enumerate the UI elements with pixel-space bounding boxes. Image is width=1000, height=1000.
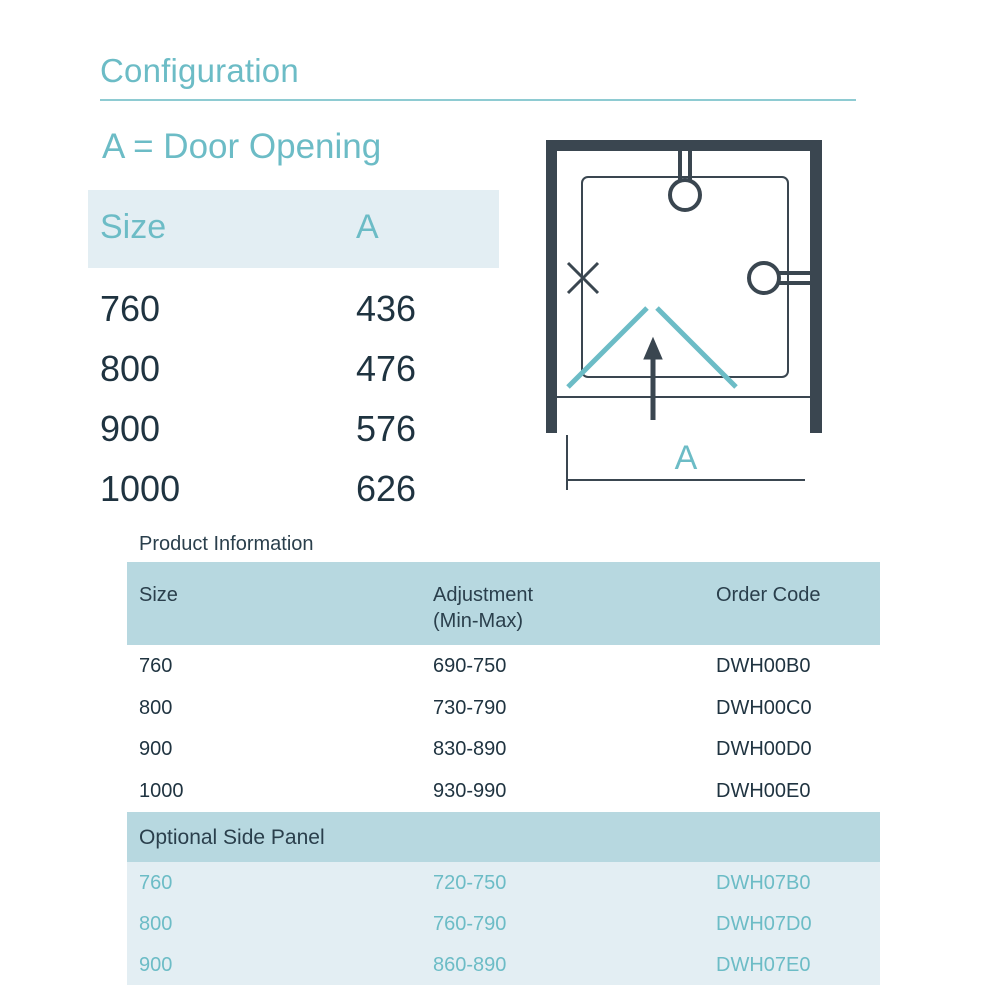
- order-code-cell: DWH00B0: [716, 655, 811, 677]
- opening-direction-arrow-icon: [644, 338, 662, 420]
- a-value: 436: [356, 288, 417, 329]
- table-row: [88, 268, 499, 328]
- order-code-cell: DWH00C0: [716, 696, 812, 719]
- configuration-rule: [100, 99, 856, 101]
- table-row: [127, 862, 880, 903]
- order-code-column-header: Order Code: [716, 584, 821, 606]
- shower-valve-top-icon: [670, 151, 700, 210]
- adjustment-cell: 720-750: [433, 872, 507, 894]
- adjustment-header-line2: (Min-Max): [433, 610, 523, 632]
- size-table-header: [88, 190, 499, 268]
- adjustment-cell: 930-990: [433, 779, 507, 802]
- table-row: [127, 903, 880, 944]
- side-panel-rows: [127, 862, 880, 985]
- size-cell: 760: [139, 655, 173, 677]
- adjustment-cell: 730-790: [433, 696, 507, 719]
- order-code-cell: DWH00D0: [716, 738, 812, 760]
- adjustment-cell: 690-750: [433, 655, 507, 677]
- product-table: [127, 562, 880, 985]
- optional-side-panel-header: [127, 812, 880, 862]
- adjustment-header-line1: Adjustment: [433, 584, 534, 606]
- table-row: [88, 388, 499, 448]
- door-configuration-diagram: [540, 135, 830, 495]
- size-cell: 760: [139, 872, 173, 894]
- order-code-cell: DWH07D0: [716, 913, 812, 935]
- product-information-title: Product Information: [139, 533, 314, 555]
- configuration-title: Configuration: [100, 52, 299, 89]
- optional-side-panel-title: Optional Side Panel: [139, 826, 325, 849]
- a-header: A: [356, 208, 379, 246]
- table-row: [127, 687, 880, 729]
- order-code-cell: DWH07B0: [716, 872, 811, 894]
- size-header: Size: [100, 208, 167, 246]
- adjustment-cell: 760-790: [433, 913, 507, 935]
- dimension-label: A: [674, 439, 698, 477]
- table-row: [127, 728, 880, 770]
- door-opening-title: A = Door Opening: [102, 127, 382, 166]
- size-cell: 900: [139, 954, 173, 976]
- size-table: [88, 190, 499, 508]
- size-cell: 800: [139, 696, 173, 719]
- a-value: 626: [356, 468, 417, 509]
- table-row: [127, 645, 880, 687]
- adjustment-column-header: [433, 582, 533, 634]
- size-value: 760: [100, 288, 161, 329]
- order-code-cell: DWH00E0: [716, 779, 811, 802]
- product-table-header: [127, 562, 880, 645]
- a-value: 476: [356, 348, 417, 389]
- table-row: [127, 770, 880, 812]
- size-cell: 1000: [139, 779, 184, 802]
- size-column-header: Size: [139, 584, 178, 606]
- a-value: 576: [356, 408, 417, 449]
- adjustment-cell: 860-890: [433, 954, 507, 976]
- table-row: [127, 944, 880, 985]
- size-value: 1000: [100, 468, 181, 509]
- table-row: [88, 328, 499, 388]
- shower-valve-side-icon: [749, 263, 810, 293]
- size-value: 900: [100, 408, 161, 449]
- order-code-cell: DWH07E0: [716, 954, 811, 976]
- adjustment-cell: 830-890: [433, 738, 507, 760]
- table-row: [88, 448, 499, 508]
- size-cell: 800: [139, 913, 173, 935]
- size-cell: 900: [139, 738, 173, 760]
- size-value: 800: [100, 348, 161, 389]
